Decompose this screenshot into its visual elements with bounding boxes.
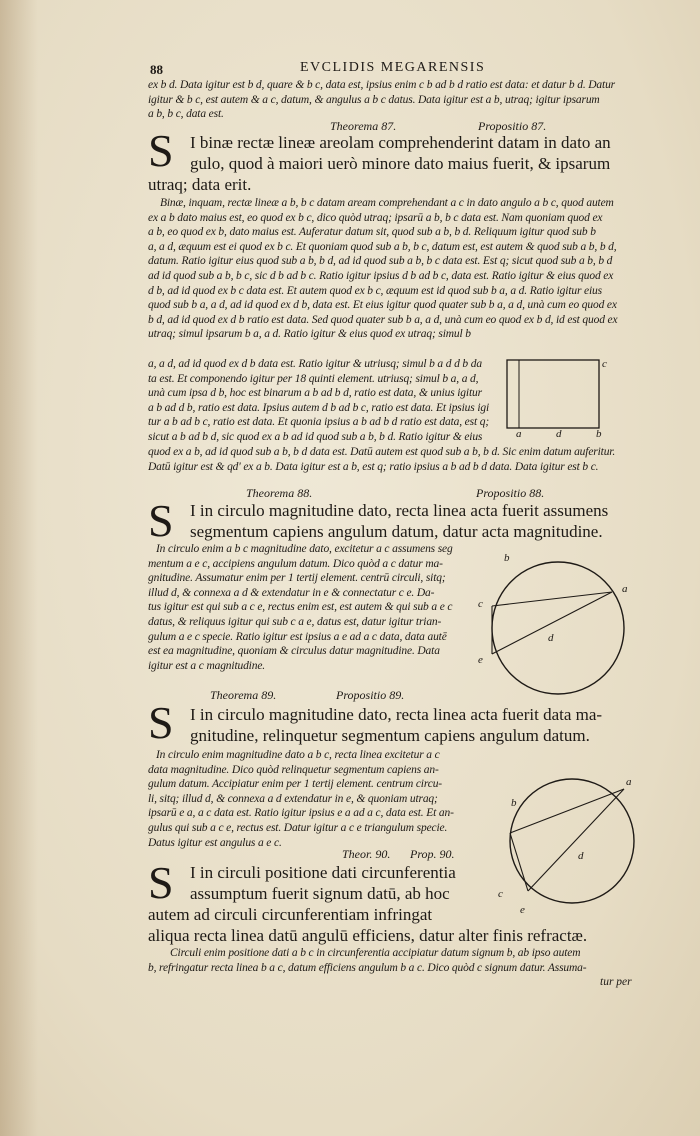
figure-label: b [596,428,602,440]
statement-line: utraq; data erit. [148,175,252,194]
text-line: a b, b c, data est. [148,108,224,121]
figure-label: e [520,904,525,916]
text-line: sicut a b ad b d, sic quod ex a b ad id quod sub a b, b d. Ratio igitur & eius [148,430,483,443]
text-line: data magnitudine. Dico quòd relinquetur segmentum capiens an- [148,763,439,776]
chord-line [492,592,612,606]
text-line: est ea magnitudine, quoniam & circulus datur magnitudine. Data [148,645,440,658]
diameter-line [528,789,624,891]
text-line: ipsarū e a, a c data est. Ratio igitur ipsius e a ad a c, data est. Et an- [148,807,454,820]
statement-line: I binæ rectæ lineæ areolam comprehenderint datam in dato an [190,133,611,152]
text-line: Binæ, inquam, rectæ lineæ a b, b c datam aream comprehendant a c in dato angulo a b c, quod autem [160,197,614,209]
statement-line: autem ad circuli circunferentiam infringat [148,905,433,924]
proposition-88-statement [148,495,640,546]
figure-label: b [511,797,517,809]
text-block-proof-88 [148,542,483,673]
figure-label: c [478,598,483,610]
statement-line: I in circulo magnitudine dato, recta linea acta fuerit data ma- [190,705,603,724]
text-line: d b, ad id quod ex b c data est. Et autem quod ex b c, æquum est id quod sub b a, a d. Ratio igitur eius [148,284,602,297]
figure-label: c [602,358,607,370]
theorem-87-label: Theorema 87. [330,119,397,133]
figure-label: d [548,632,554,644]
theorem-90-label: Theor. 90. [342,847,391,861]
statement-line: gulo, quod à maiori uerò minore dato maius fuerit, & ipsarum [190,154,611,173]
text-line: li, sitq; illud d, & connexa a d extendatur in e, & quoniam utraq; [148,792,438,805]
statement-line: I in circulo magnitudine dato, recta linea acta fuerit assumens [190,501,609,520]
text-line: gnitudine. Assumatur enim per 1 tertij element. centrū circuli, sitq; [148,572,446,585]
chord-line [510,789,624,833]
text-line: igitur & b c, est autem & a c, datum, & angulus a b c datus. Data igitur est a b, utraq; igitur ipsarum [148,93,600,106]
proposition-88-label: Propositio 88. [476,486,545,500]
proposition-87-label: Propositio 87. [478,119,547,133]
text-line: a b ad d b, ratio est data. Ipsius autem d b ad b c, ratio est data. Et ipsius igi [148,401,490,414]
proposition-90-label: Prop. 90. [410,847,455,861]
text-line: utraq; simul ipsarum b a, a d. Ratio igitur & eius quod ex utraq; simul b [148,328,471,341]
proposition-90-statement-end [148,925,640,946]
statement-line: aliqua recta linea datū angulū efficiens, datur alter finis refractæ. [148,926,588,945]
drop-cap: S [148,495,174,546]
statement-line: gnitudine, relinquetur segmentum capiens angulum datum. [190,726,590,745]
text-line: igitur est a c magnitudine. [148,659,266,672]
figure-circle-89 [508,775,648,915]
statement-line: segmentum capiens angulum datum, datur acta magnitudine. [190,522,603,541]
figure-label: a [622,583,628,595]
theorem-89-label: Theorema 89. [210,688,277,702]
proposition-89-statement [148,704,640,746]
text-line: ex b d. Data igitur est b d, quare & b c, data est, ipsius enim c b ad b d ratio est data: et datur b d. Datur [148,79,616,91]
page-number: 88 [150,62,163,77]
diameter-line [492,592,612,654]
text-line: illud d, & connexa a d & extendatur in e & connectatur c e. Da- [148,586,435,599]
theorem-88-label: Theorema 88. [246,486,313,500]
text-line: quod sub b a, a d, ad id quod ex d b, data est. Et eius igitur quod quater sub b a, a d, unà cum eo quod ex [148,299,617,312]
proposition-90-statement [148,857,528,925]
text-line: tur a b ad b c, ratio est data. Et quonia ipsius a b ad b d ratio est data, est q; [148,416,490,429]
text-line: Datū igitur est & qd' ex a b. Data igitur est a b, est q; ratio ipsius a b ad b d data. Data igitur est b c. [148,460,599,473]
figure-label: e [478,654,483,666]
statement-line: I in circuli positione dati circunferentia [190,863,456,882]
text-line: gulus qui sub a c e, rectus est. Datur igitur a c e triangulum specie. [148,821,448,834]
figure-rectangle [505,355,605,435]
proposition-89-label: Propositio 89. [336,688,405,702]
text-block-proof-87 [148,196,640,342]
text-line: tus igitur est qui sub a c e, rectus enim est, est autem & qui sub a e c [148,601,453,614]
text-line: quod ex a b, ad id quod sub a b, b d data est. Datū autem est quod sub a b, b d. Sic enim datum auferitur. [148,446,616,458]
text-line: a b, eo quod ex b, dato maius est. Auferatur datum sit, quod sub a b, b d. Reliquum igitur quod sub b [148,226,596,239]
text-line: ex a b dato maius est, eo quod ex b c, dico quòd utraq; ipsarū a b, b c data est. Nam quoniam quod ex [148,211,603,224]
text-line: a, a d, æquum est ei quod ex b c. Et quoniam quod sub a b, b c, datum est, est autem & quod sub a b, b d, [148,240,617,253]
text-block-continuation [148,78,640,122]
text-line: mentum a e c, accipiens angulum datum. Dico quòd a c datur ma- [148,557,443,570]
figure-circle-88 [488,558,628,698]
text-line: unà cum ipsa d b, hoc est binarum a b ad b d, ratio est data, & unius igitur [148,387,482,400]
text-line: gulum a e c specie. Ratio igitur est ipsius a e ad a c data, data autē [148,630,447,643]
text-block-proof-89 [148,748,473,850]
drop-cap: S [148,857,174,908]
text-line: Circuli enim positione dati a b c in circunferentia accipiatur datum signum b, ab ipso autem [170,947,581,959]
text-line: datus, & reliquus igitur qui sub c a e, datus est, datur igitur trian- [148,615,442,628]
circle-shape [492,562,624,694]
text-block-proof-87-end [148,445,640,474]
text-block-proof-87-cont [148,357,500,445]
text-line: In circulo enim a b c magnitudine dato, excitetur a c assumens seg [156,543,453,555]
running-title: EVCLIDIS MEGARENSIS [300,60,486,75]
text-line: ad id quod sub a b, b c, sic d b ad b c. Ratio igitur ipsius d b ad b c, data est. Ratio igitur & eius quod ex [148,269,614,282]
text-line: datum. Ratio igitur eius quod sub a b, b d, ad id quod sub a b, b c data est. Est q; sicut quod sub a b, b d [148,255,613,268]
text-line: b, refringatur recta linea b a c, datum efficiens angulum b a c. Dico quòd c signum datur. Assuma- [148,961,587,974]
text-block-proof-90 [148,946,640,975]
figure-label: d [556,428,562,440]
drop-cap: S [148,697,174,748]
page-gutter-shadow [0,0,38,1136]
figure-label: b [504,552,510,564]
drop-cap: S [148,125,174,176]
text-line: b d, ad id quod ex d b ratio est data. Sed quod quater sub b a, a d, unà cum eo quod ex b d, id est quod ex [148,313,618,326]
text-line: a, a d, ad id quod ex d b data est. Ratio igitur & utriusq; simul b a d d b da [148,358,482,370]
text-line: Datus igitur est angulus a e c. [148,836,282,849]
rectangle-shape [507,360,599,428]
catchword: tur per [600,976,632,988]
text-line: gulum datum. Accipiatur enim per 1 tertij element. centrum circu- [148,778,442,791]
text-line: In circulo enim magnitudine dato a b c, recta linea excitetur a c [156,749,440,761]
figure-label: a [626,776,632,788]
figure-label: c [498,888,503,900]
proposition-87-statement [148,132,640,195]
statement-line: assumptum fuerit signum datū, ab hoc [190,884,450,903]
figure-label: d [578,850,584,862]
text-line: ta est. Et componendo igitur per 18 quinti element. utriusq; simul b a, a d, [148,372,479,385]
figure-label: a [516,428,522,440]
